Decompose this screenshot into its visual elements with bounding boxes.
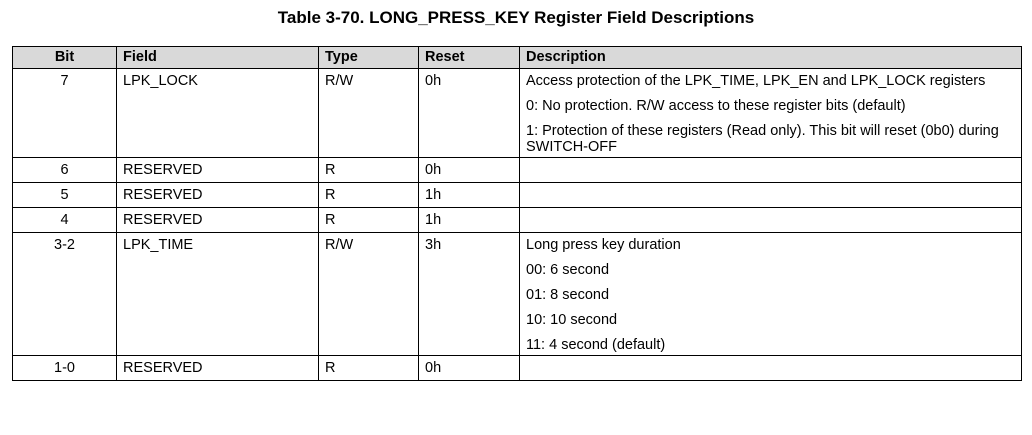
bit-cell: 7	[13, 69, 117, 158]
field-cell: RESERVED	[117, 356, 319, 381]
header-description: Description	[520, 47, 1022, 69]
header-row	[13, 47, 1022, 69]
description-cell	[520, 356, 1022, 381]
bit-cell: 5	[13, 183, 117, 208]
description-cell	[520, 69, 1022, 158]
description-line: 1: Protection of these registers (Read only). This bit will reset (0b0) during SWITCH-OFF	[526, 123, 999, 155]
header-reset: Reset	[419, 47, 520, 69]
type-cell: R	[319, 183, 419, 208]
table-row	[13, 183, 1022, 208]
header-type: Type	[319, 47, 419, 69]
description-cell	[520, 233, 1022, 356]
bit-cell: 3-2	[13, 233, 117, 356]
type-cell: R	[319, 158, 419, 183]
table-row	[13, 158, 1022, 183]
reset-cell: 0h	[419, 158, 520, 183]
field-cell: RESERVED	[117, 183, 319, 208]
reset-cell: 0h	[419, 69, 520, 158]
header-bit: Bit	[13, 47, 117, 69]
description-line: 11: 4 second (default)	[526, 337, 666, 353]
field-cell: LPK_LOCK	[117, 69, 319, 158]
type-cell: R	[319, 356, 419, 381]
description-cell	[520, 208, 1022, 233]
reset-cell: 1h	[419, 183, 520, 208]
register-field-table	[12, 46, 1022, 381]
table-title: Table 3-70. LONG_PRESS_KEY Register Field Descriptions	[277, 8, 755, 27]
description-line: 10: 10 second	[526, 312, 618, 328]
field-cell: LPK_TIME	[117, 233, 319, 356]
table-row	[13, 69, 1022, 158]
description-line: 0: No protection. R/W access to these register bits (default)	[526, 98, 906, 114]
reset-cell: 0h	[419, 356, 520, 381]
header-field: Field	[117, 47, 319, 69]
bit-cell: 1-0	[13, 356, 117, 381]
type-cell: R/W	[319, 69, 419, 158]
field-cell: RESERVED	[117, 208, 319, 233]
reset-cell: 3h	[419, 233, 520, 356]
description-cell	[520, 158, 1022, 183]
type-cell: R/W	[319, 233, 419, 356]
field-cell: RESERVED	[117, 158, 319, 183]
description-line: 01: 8 second	[526, 287, 610, 303]
description-line: Long press key duration	[526, 237, 681, 253]
bit-cell: 6	[13, 158, 117, 183]
type-cell: R	[319, 208, 419, 233]
table-row	[13, 208, 1022, 233]
reset-cell: 1h	[419, 208, 520, 233]
table-row	[13, 356, 1022, 381]
description-cell	[520, 183, 1022, 208]
description-line: Access protection of the LPK_TIME, LPK_EN and LPK_LOCK registers	[526, 73, 986, 89]
bit-cell: 4	[13, 208, 117, 233]
table-row	[13, 233, 1022, 356]
description-line: 00: 6 second	[526, 262, 610, 278]
